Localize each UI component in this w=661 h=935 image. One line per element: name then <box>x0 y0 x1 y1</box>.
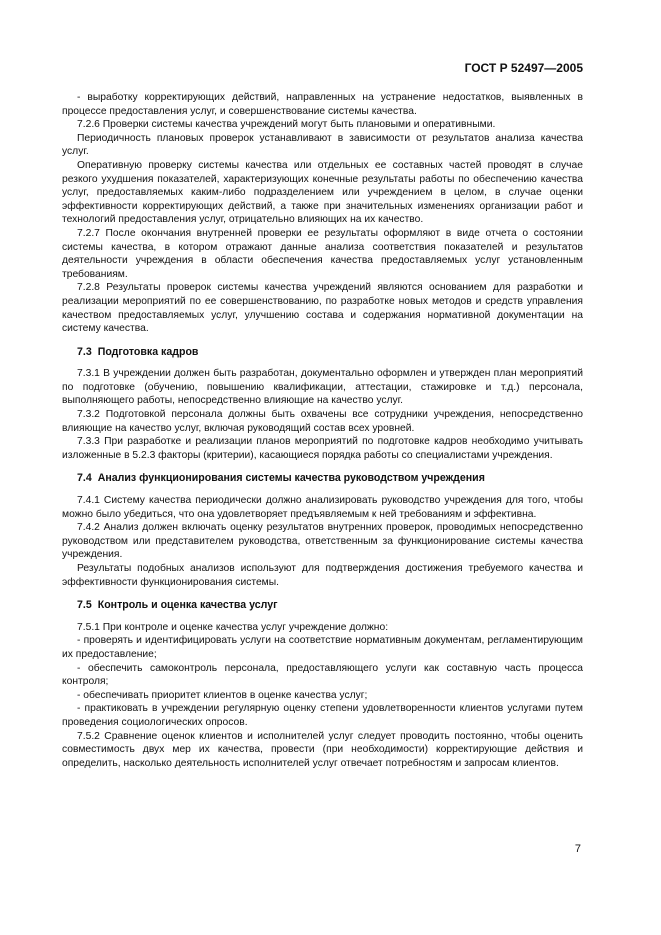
section-title: Контроль и оценка качества услуг <box>97 599 278 612</box>
paragraph: - обеспечить самоконтроль персонала, предоставляющего услуги как составную часть процесса контроля; <box>62 662 583 688</box>
paragraph: - выработку корректирующих действий, направленных на устранение недостатков, выявленных в процессе предоставления услуг, и совершенствование системы качества. <box>62 92 583 117</box>
paragraph: - проверять и идентифицировать услуги на соответствие нормативным документам, регламентирующим их предоставление; <box>62 635 583 660</box>
section-heading <box>62 472 583 486</box>
paragraph: Результаты подобных анализов используют для подтверждения достижения требуемого качества и эффективности функционирования системы. <box>62 563 583 588</box>
paragraph: 7.4.1 Систему качества периодически должно анализировать руководство учреждения для того, чтобы можно было убедиться, что она удовлетворяет предъявляемым к ней требованиям и эффективна. <box>62 495 583 520</box>
section-heading <box>62 346 583 360</box>
paragraph: Оперативную проверку системы качества или отдельных ее составных частей проводят в случае резкого ухудшения показателей, характеризующих конечные результаты работы по обеспечению качества услуг, предоставляемых каким-либо подразделением или учреждением в целом, в случае оценки эффективности корректирующих действий, а также при значительных изменениях организации работ и технологий предоставления услуг, отрицательно влияющих на их качество. <box>62 159 583 226</box>
paragraph: 7.3.1 В учреждении должен быть разработан, документально оформлен и утвержден план мероприятий по подготовке (обучению, повышению квалификации, аттестации, стажировке и т.д.) персонала, выполняющего работы, непосредственно влияющие на качество услуг. <box>62 368 583 407</box>
document-header: ГОСТ Р 52497—2005 <box>464 61 583 75</box>
section-number: 7.3 <box>77 345 92 358</box>
section-number: 7.4 <box>77 472 92 485</box>
paragraph: 7.3.2 Подготовкой персонала должны быть охвачены все сотрудники учреждения, непосредственно влияющие на качество услуг, включая руководящий состав всех уровней. <box>62 409 583 434</box>
section-heading <box>62 599 583 613</box>
paragraph: - обеспечивать приоритет клиентов в оценке качества услуг; <box>77 689 368 701</box>
paragraph: Периодичность плановых проверок устанавливают в зависимости от результатов анализа качества услуг. <box>62 132 583 158</box>
paragraph: 7.4.2 Анализ должен включать оценку результатов внутренних проверок, проводимых непосредственно руководством или представителем руководства, ответственным за функционирование системы качества учреждения. <box>62 522 583 561</box>
paragraph: 7.5.1 При контроле и оценке качества услуг учреждение должно: <box>77 621 389 633</box>
paragraph: 7.5.2 Сравнение оценок клиентов и исполнителей услуг следует проводить постоянно, чтобы оценить совместимость двух мер их качества, провести (при необходимости) корректирующие действия и определить, насколько деятельность исполнителей услуг отвечает потребностям и запросам клиентов. <box>62 730 583 769</box>
paragraph: 7.2.7 После окончания внутренней проверки ее результаты оформляют в виде отчета о состоянии системы качества, в котором отражают данные анализа соответствия показателей и результатов деятельности учреждения в области обеспечения качества предоставляемых услуг установленным требованиям. <box>62 227 583 280</box>
paragraph: 7.2.8 Результаты проверок системы качества учреждений являются основанием для разработки и реализации мероприятий по ее совершенствованию, по разработке новых методов и средств управления качеством предоставляемых услуг, улучшению состава и содержания нормативной документации на систему качества. <box>62 282 583 335</box>
section-title: Анализ функционирования системы качества руководством учреждения <box>97 472 485 485</box>
paragraph: 7.2.6 Проверки системы качества учреждений могут быть плановыми и оперативными. <box>77 119 496 131</box>
page-number: 7 <box>574 843 581 855</box>
section-title: Подготовка кадров <box>97 345 199 358</box>
document-body <box>62 91 583 770</box>
paragraph: 7.3.3 При разработке и реализации планов мероприятий по подготовке кадров необходимо учитывать изложенные в 5.2.3 факторы (критерии), касающиеся порядка работы со специалистами учреждения. <box>62 436 583 461</box>
paragraph: - практиковать в учреждении регулярную оценку степени удовлетворенности клиентов услугами путем проведения социологических опросов. <box>62 703 583 728</box>
section-number: 7.5 <box>77 599 92 612</box>
